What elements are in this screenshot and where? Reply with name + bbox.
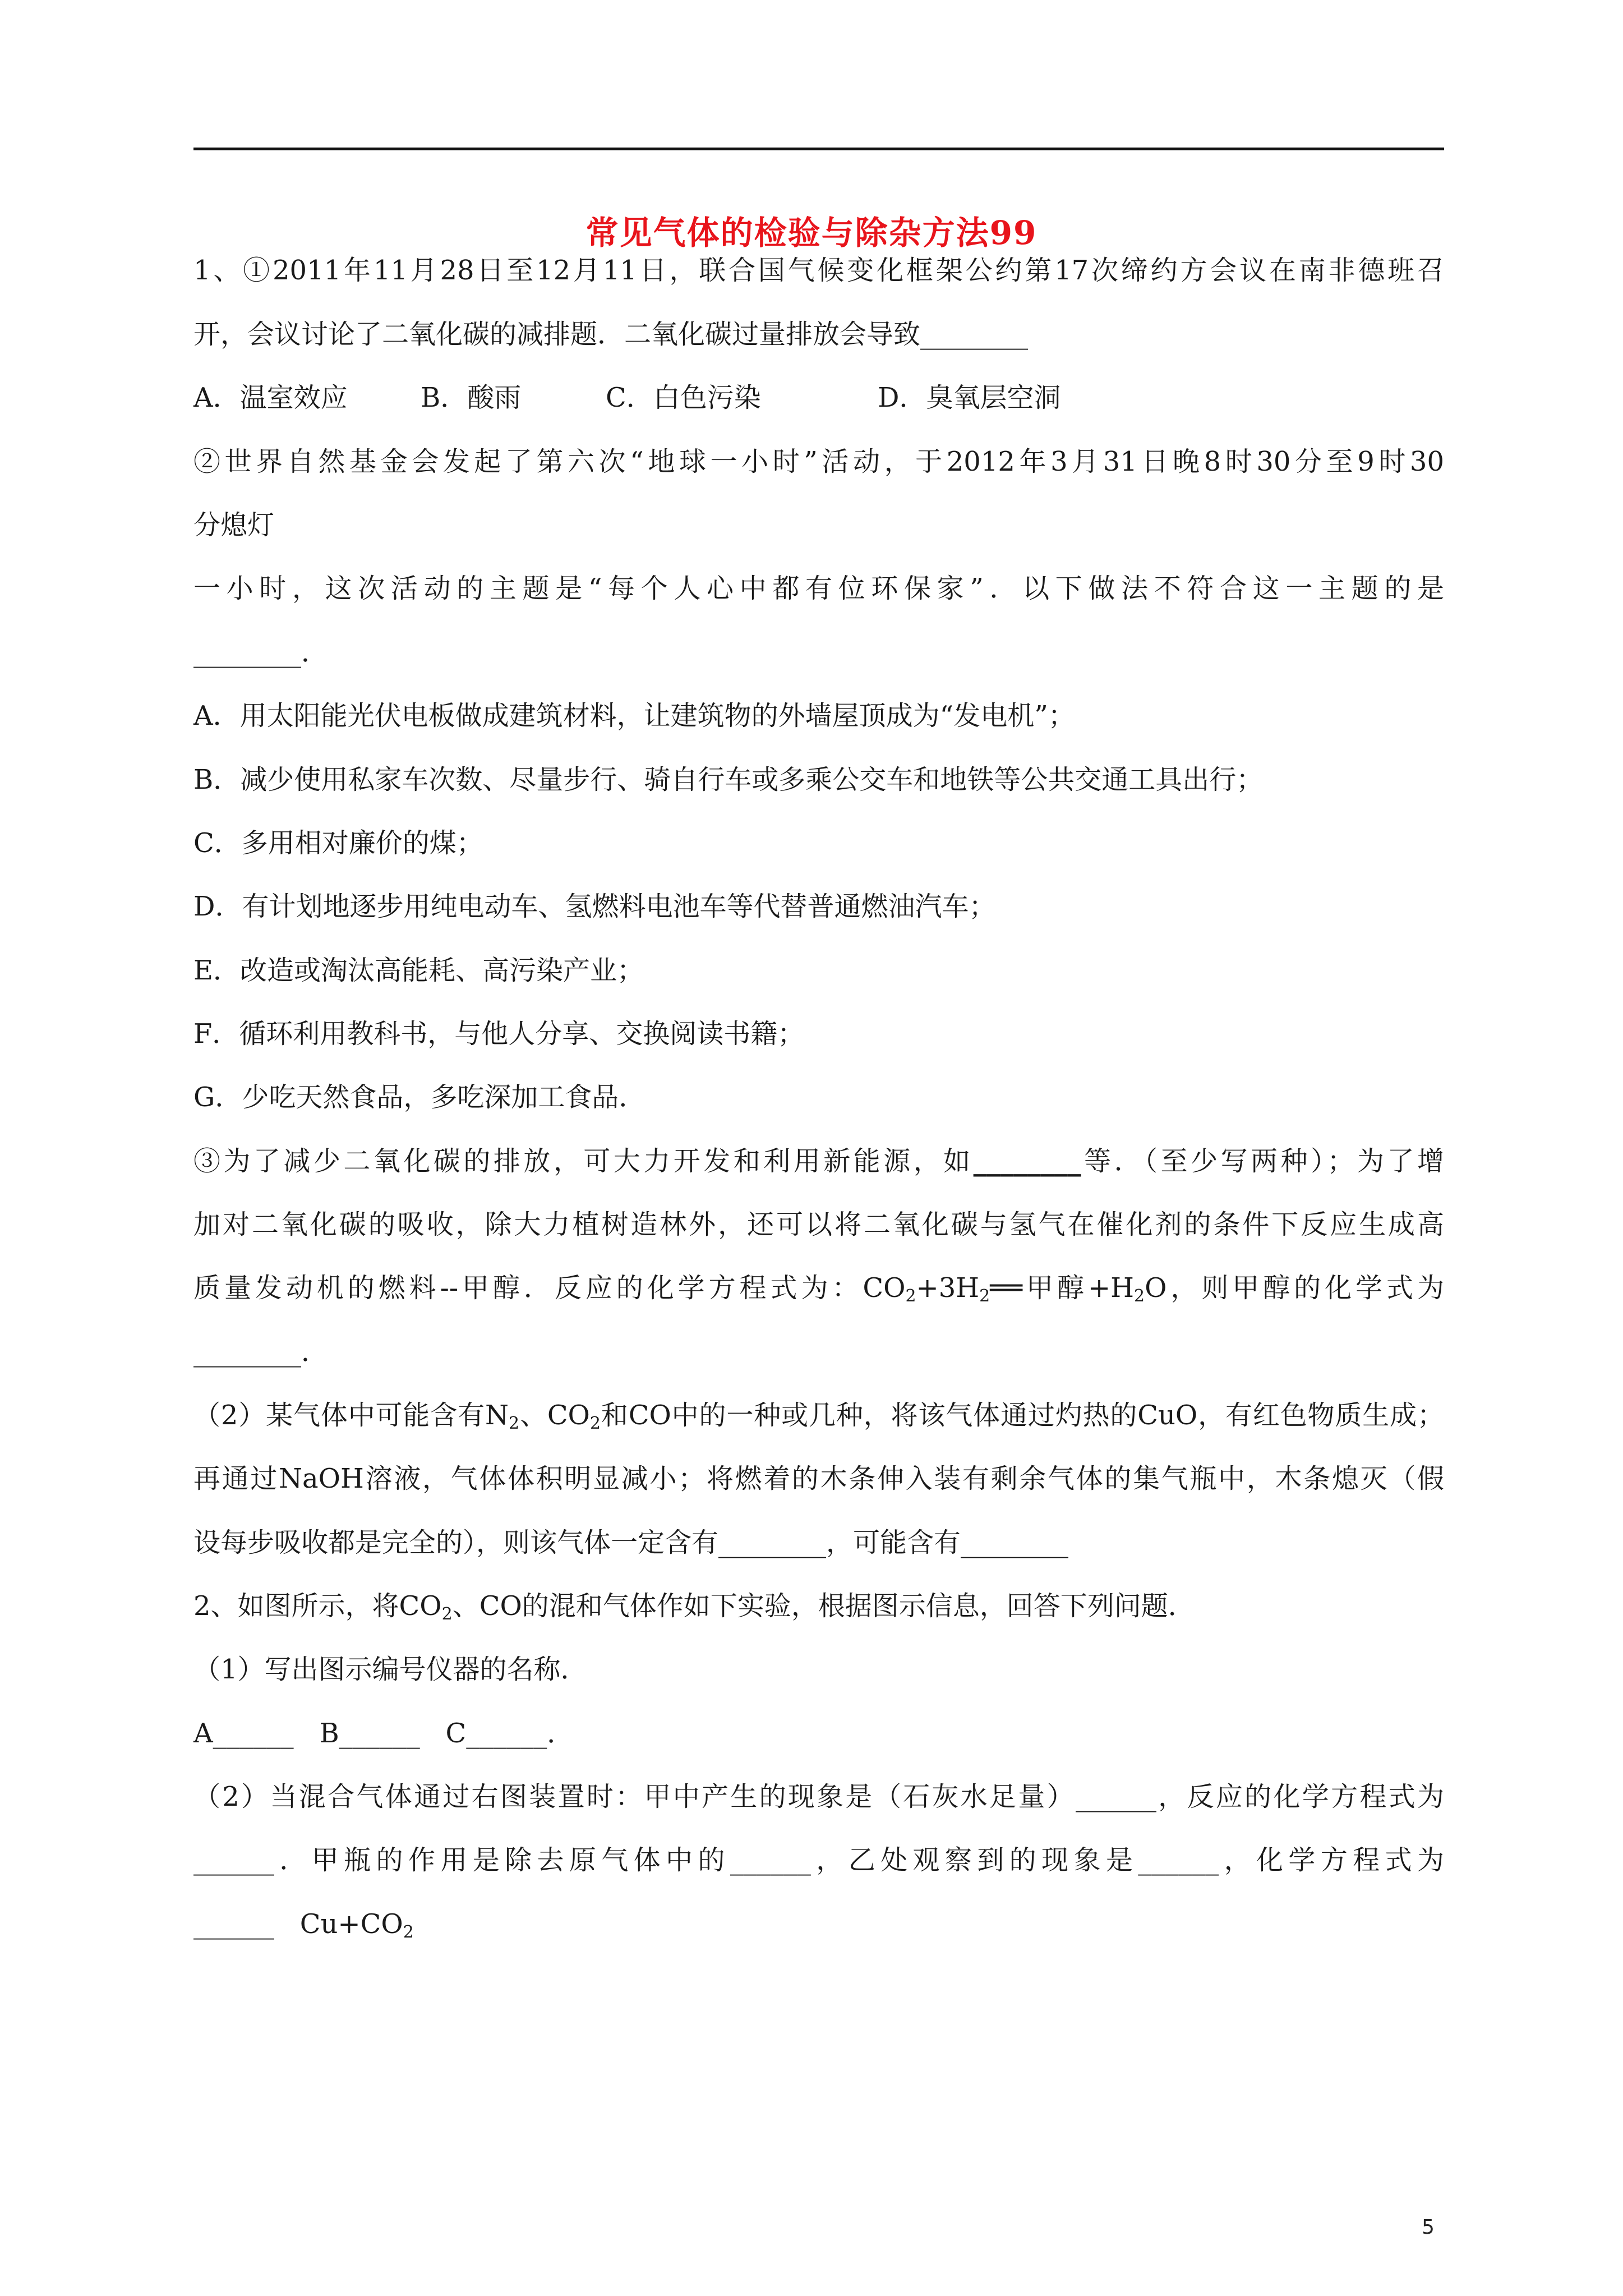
q1-choice-d: D．有计划地逐步用纯电动车、氢燃料电池车等代替普通燃油汽车； <box>193 891 996 922</box>
q1-option-d: D．臭氧层空洞 <box>878 382 1061 413</box>
q1-option-b: B．酸雨 <box>421 382 522 413</box>
q1-line-18: ________． <box>193 1336 329 1368</box>
q1-choice-b: B．减少使用私家车次数、尽量步行、骑自行车或多乘公交车和地铁等公共交通工具出行； <box>193 764 1264 795</box>
q1-option-c: C．白色污染 <box>606 382 761 413</box>
page-title: 常见气体的检验与除杂方法99 <box>585 214 1038 252</box>
q1-line-16: 加对二氧化碳的吸收，除大力植树造林外，还可以将二氧化碳与氢气在催化剂的条件下反应生成高 <box>193 1209 1444 1240</box>
q1-choice-g: G．少吃天然食品，多吃深加工食品． <box>193 1082 646 1113</box>
q1-line-1: 1、①2011年11月28日至12月11日，联合国气候变化框架公约第17次缔约方会议在南非德班召 <box>193 255 1444 286</box>
q1-line-20: 再通过NaOH溶液，气体体积明显减小；将燃着的木条伸入装有剩余气体的集气瓶中，木条熄灭（假 <box>193 1463 1444 1494</box>
q2-line-6: ______ $Cu+CO_2$ <box>193 1908 414 1942</box>
q1-choice-a: A．用太阳能光伏电板做成建筑材料，让建筑物的外墙屋顶成为“发电机”； <box>193 700 1075 731</box>
q1-choice-f: F．循环利用教科书，与他人分享、交换阅读书籍； <box>193 1018 805 1050</box>
q2-line-1: 2、如图所示，将$CO_2$、CO的混和气体作如下实验，根据图示信息，回答下列问题． <box>193 1590 1195 1624</box>
q1-line-4: ②世界自然基金会发起了第六次“地球一小时”活动，于2012年3月31日晚8时30分至9时30 <box>193 446 1444 477</box>
q1-line-6: 一小时，这次活动的主题是“每个人心中都有位环保家”．以下做法不符合这一主题的是 <box>193 573 1444 604</box>
q1-choice-e: E．改造或淘汰高能耗、高污染产业； <box>193 955 644 986</box>
q1-line-7: ________． <box>193 637 329 668</box>
q1-options-1 <box>193 381 1061 415</box>
header-rule <box>193 148 1444 150</box>
q2-line-4: （2）当混合气体通过右图装置时：甲中产生的现象是（石灰水足量）______，反应的化学方程式为 <box>193 1781 1444 1812</box>
q2-line-2: （1）写出图示编号仪器的名称． <box>193 1654 588 1685</box>
q1-line-17: 质量发动机的燃料--甲醇．反应的化学方程式为：$CO_2+3H_2══$甲醇$+H_2O$，则甲醇的化学式为 <box>193 1272 1444 1306</box>
q1-line-15: ③为了减少二氧化碳的排放，可大力开发和利用新能源，如________等．（至少写两种）；为了增 <box>193 1145 1444 1177</box>
q1-line-21: 设每步吸收都是完全的），则该气体一定含有________，可能含有________ <box>193 1527 1069 1558</box>
q2-line-3: A______ B______ C______． <box>193 1718 574 1749</box>
page-number: 5 <box>1422 2216 1435 2239</box>
q1-line-2: 开，会议讨论了二氧化碳的减排题．二氧化碳过量排放会导致________ <box>193 319 1029 350</box>
q1-line-5: 分熄灯 <box>193 509 275 541</box>
answer-blank: ________ <box>973 1145 1081 1177</box>
q1-option-a: A．温室效应 <box>193 382 348 413</box>
q2-line-5: ______．甲瓶的作用是除去原气体中的______，乙处观察到的现象是______，化学方程式为 <box>193 1844 1444 1876</box>
q1-choice-c: C．多用相对廉价的煤； <box>193 827 483 859</box>
q1-line-19: （2）某气体中可能含有$N_2$、$CO_2$和CO中的一种或几种，将该气体通过灼热的CuO，有红色物质生成； <box>193 1400 1444 1433</box>
